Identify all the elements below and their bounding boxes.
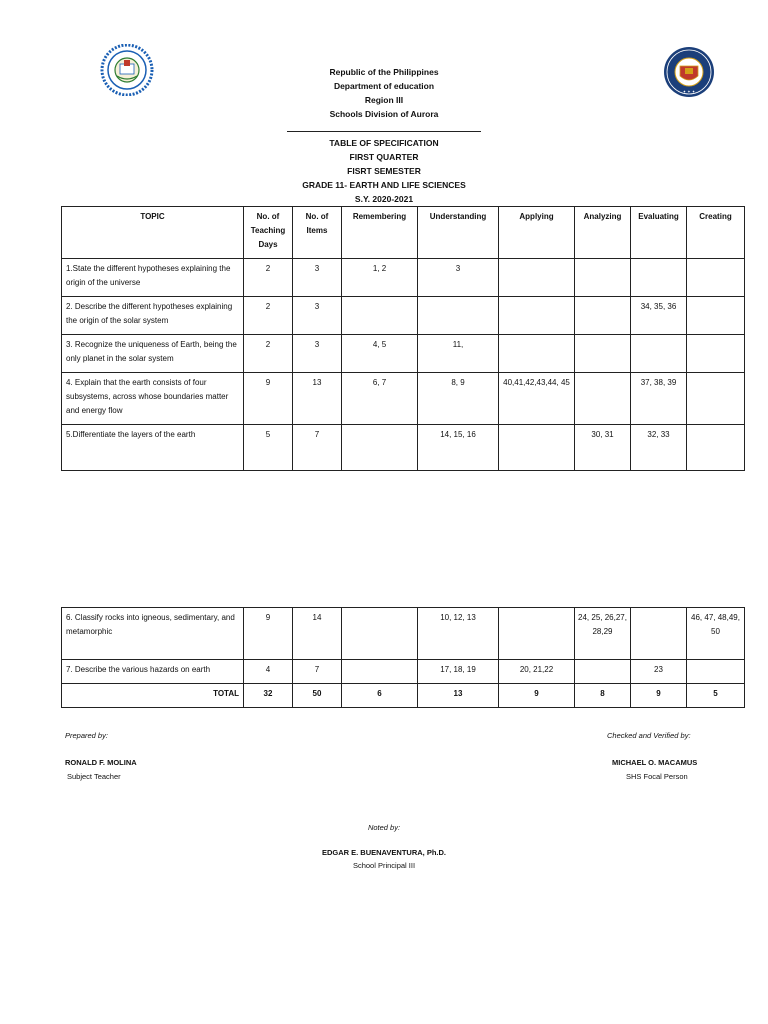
cell: 1.State the different hypotheses explaining the origin of the universe	[62, 259, 244, 297]
cell	[342, 425, 418, 471]
cell: 3	[293, 259, 342, 297]
cell: 17, 18, 19	[418, 660, 499, 684]
cell: 3. Recognize the uniqueness of Earth, being the only planet in the solar system	[62, 335, 244, 373]
cell	[687, 660, 745, 684]
total-cell: 6	[342, 684, 418, 708]
cell	[687, 259, 745, 297]
title-line-4: GRADE 11- EARTH AND LIFE SCIENCES	[302, 180, 466, 190]
total-cell: 9	[499, 684, 575, 708]
cell: 9	[244, 608, 293, 660]
total-cell: 9	[631, 684, 687, 708]
total-label: TOTAL	[62, 684, 244, 708]
cell: 8, 9	[418, 373, 499, 425]
cell: 6. Classify rocks into igneous, sedimentary, and metamorphic	[62, 608, 244, 660]
cell	[631, 608, 687, 660]
noted-by-name: EDGAR E. BUENAVENTURA, Ph.D.	[321, 848, 447, 857]
noted-by-title: School Principal III	[352, 861, 416, 870]
cell: 14	[293, 608, 342, 660]
cell: 4, 5	[342, 335, 418, 373]
cell	[499, 259, 575, 297]
col-topic: TOPIC	[62, 207, 244, 259]
cell: 30, 31	[575, 425, 631, 471]
cell: 23	[631, 660, 687, 684]
cell: 46, 47, 48,49, 50	[687, 608, 745, 660]
cell: 7	[293, 660, 342, 684]
cell: 4. Explain that the earth consists of four subsystems, across whose boundaries matter and energy flow	[62, 373, 244, 425]
total-cell: 13	[418, 684, 499, 708]
cell	[499, 425, 575, 471]
cell	[575, 297, 631, 335]
header-line-1: Republic of the Philippines	[329, 67, 439, 77]
title-line-2: FIRST QUARTER	[349, 152, 419, 162]
table-row	[62, 425, 745, 471]
cell	[687, 373, 745, 425]
cell: 20, 21,22	[499, 660, 575, 684]
cell: 4	[244, 660, 293, 684]
header-line-4: Schools Division of Aurora	[329, 109, 439, 119]
cell: 40,41,42,43,44, 45	[499, 373, 575, 425]
table-row	[62, 608, 745, 660]
total-cell: 5	[687, 684, 745, 708]
cell	[575, 259, 631, 297]
cell: 32, 33	[631, 425, 687, 471]
cell	[342, 297, 418, 335]
col-teaching-days: No. of Teaching Days	[244, 207, 293, 259]
cell: 9	[244, 373, 293, 425]
cell: 37, 38, 39	[631, 373, 687, 425]
cell: 7	[293, 425, 342, 471]
cell	[499, 297, 575, 335]
cell	[575, 335, 631, 373]
cell: 34, 35, 36	[631, 297, 687, 335]
cell: 13	[293, 373, 342, 425]
specification-table-part1	[61, 206, 745, 471]
cell: 6, 7	[342, 373, 418, 425]
table-row	[62, 660, 745, 684]
title-line-5: S.Y. 2020-2021	[354, 194, 414, 204]
cell	[342, 608, 418, 660]
cell: 5.Differentiate the layers of the earth	[62, 425, 244, 471]
cell	[499, 335, 575, 373]
title-line-1: TABLE OF SPECIFICATION	[329, 138, 439, 148]
total-row	[62, 684, 745, 708]
col-creating: Creating	[687, 207, 745, 259]
total-cell: 50	[293, 684, 342, 708]
cell: 2	[244, 297, 293, 335]
table-header-row	[62, 207, 745, 259]
cell: 2	[244, 259, 293, 297]
cell: 7. Describe the various hazards on earth	[62, 660, 244, 684]
svg-text:✦ ✦ ✦: ✦ ✦ ✦	[682, 89, 696, 94]
table-row	[62, 259, 745, 297]
table-row	[62, 373, 745, 425]
cell: 1, 2	[342, 259, 418, 297]
header-divider	[287, 131, 481, 132]
cell: 14, 15, 16	[418, 425, 499, 471]
cell	[499, 608, 575, 660]
cell: 3	[418, 259, 499, 297]
prepared-by-name: RONALD F. MOLINA	[65, 758, 137, 767]
checked-by-title: SHS Focal Person	[626, 772, 688, 781]
cell	[631, 259, 687, 297]
col-analyzing: Analyzing	[575, 207, 631, 259]
cell: 2	[244, 335, 293, 373]
cell	[687, 297, 745, 335]
col-remembering: Remembering	[342, 207, 418, 259]
title-line-3: FISRT SEMESTER	[347, 166, 421, 176]
cell	[687, 425, 745, 471]
table-row	[62, 297, 745, 335]
cell	[418, 297, 499, 335]
header-line-3: Region III	[364, 95, 404, 105]
cell	[687, 335, 745, 373]
cell	[575, 373, 631, 425]
checked-by-label: Checked and Verified by:	[607, 731, 691, 740]
total-cell: 8	[575, 684, 631, 708]
col-items: No. of Items	[293, 207, 342, 259]
col-applying: Applying	[499, 207, 575, 259]
cell: 3	[293, 335, 342, 373]
noted-by-label: Noted by:	[367, 823, 401, 832]
cell: 3	[293, 297, 342, 335]
specification-table-part2	[61, 607, 745, 708]
col-understanding: Understanding	[418, 207, 499, 259]
prepared-by-label: Prepared by:	[65, 731, 108, 740]
table-row	[62, 335, 745, 373]
cell	[631, 335, 687, 373]
header-line-2: Department of education	[333, 81, 435, 91]
cell: 2. Describe the different hypotheses explaining the origin of the solar system	[62, 297, 244, 335]
checked-by-name: MICHAEL O. MACAMUS	[612, 758, 698, 767]
cell	[575, 660, 631, 684]
total-cell: 32	[244, 684, 293, 708]
prepared-by-title: Subject Teacher	[67, 772, 121, 781]
col-evaluating: Evaluating	[631, 207, 687, 259]
cell: 24, 25, 26,27, 28,29	[575, 608, 631, 660]
cell: 5	[244, 425, 293, 471]
cell: 10, 12, 13	[418, 608, 499, 660]
cell	[342, 660, 418, 684]
cell: 11,	[418, 335, 499, 373]
